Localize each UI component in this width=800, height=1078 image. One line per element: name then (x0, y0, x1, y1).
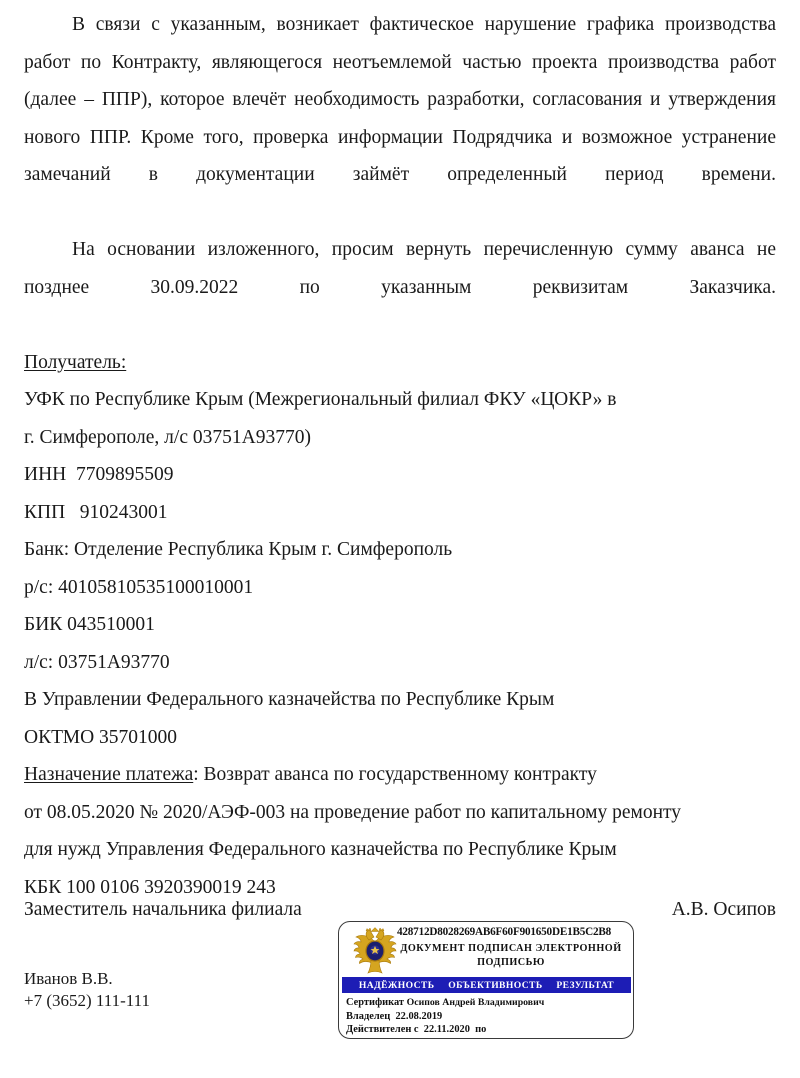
owner-date: 22.08.2019 (395, 1010, 443, 1022)
requisites-line: г. Симферополе, л/с 03751А93770) (24, 426, 311, 448)
requisites-line-personal-account: л/с: 03751А93770 (24, 651, 170, 673)
motto-word-reliability: НАДЁЖНОСТЬ (358, 979, 435, 991)
validity-from-date: 22.11.2020 (423, 1024, 470, 1036)
russian-coat-of-arms-icon (349, 926, 401, 978)
validity-to-label: по (475, 1024, 487, 1036)
requisites-heading (24, 344, 776, 382)
requisites-line-bik: БИК 043510001 (24, 614, 155, 635)
stamp-subtitle-line2: ПОДПИСЬЮ (477, 957, 545, 968)
requisites-line-bank: Банк: Отделение Республика Крым г. Симферополь (24, 539, 453, 560)
payment-purpose-text: : Возврат аванса по государственному контракту (193, 764, 597, 785)
certificate-holder-name: Осипов Андрей Владимирович (406, 997, 545, 1008)
motto-word-result: РЕЗУЛЬТАТ (556, 979, 615, 991)
requisites-line-account: р/с: 40105810535100010001 (24, 576, 254, 598)
owner-line (346, 1010, 629, 1024)
stamp-header (339, 922, 633, 980)
executor-name: Иванов В.В. (24, 969, 113, 988)
paragraph-2: На основании изложенного, просим вернуть перечисленную сумму аванса не позднее 30.09.2022 по указанным реквизитам Заказчика. (24, 239, 776, 298)
payment-purpose-line: от 08.05.2020 № 2020/АЭФ-003 на проведение работ по капитальному ремонту (24, 801, 682, 823)
requisites-block (24, 344, 776, 907)
requisites-line-kpp: КПП 910243001 (24, 501, 168, 523)
validity-line (346, 1023, 629, 1037)
payment-purpose-line: для нужд Управления Федерального казначейства по Республике Крым (24, 839, 617, 860)
motto-word-objectivity: ОБЪЕКТИВНОСТЬ (448, 979, 543, 991)
payment-purpose-line-kbk: КБК 100 0106 3920390019 243 (24, 876, 276, 898)
validity-label: Действителен с (346, 1024, 419, 1036)
document-body (24, 6, 776, 906)
electronic-signature-stamp (338, 921, 634, 1039)
stamp-subtitle-line1: ДОКУМЕНТ ПОДПИСАН ЭЛЕКТРОННОЙ (400, 943, 622, 954)
signature-row (24, 897, 776, 923)
stamp-details (346, 996, 629, 1037)
requisites-line-inn: ИНН 7709895509 (24, 464, 174, 485)
payment-purpose-label: Назначение платежа (24, 764, 194, 785)
owner-label: Владелец (346, 1010, 391, 1022)
requisites-line: УФК по Республике Крым (Межрегиональный филиал ФКУ «ЦОКР» в (24, 389, 617, 410)
stamp-subtitle (395, 942, 627, 970)
requisites-heading-text: Получатель: (24, 351, 127, 373)
signatory-position: Заместитель начальника филиала (24, 899, 302, 920)
payment-purpose-first-line (24, 756, 776, 794)
certificate-holder-line (346, 996, 629, 1010)
executor-phone: +7 (3652) 111-111 (24, 991, 151, 1010)
requisites-line-treasury: В Управлении Федерального казначейства по Республике Крым (24, 689, 555, 710)
stamp-motto-banner (342, 977, 631, 993)
certificate-label: Сертификат (346, 997, 405, 1008)
executor-contact-block (24, 968, 150, 1012)
requisites-line-oktmo: ОКТМО 35701000 (24, 726, 178, 748)
paragraph-1: В связи с указанным, возникает фактическое нарушение графика производства работ по Контракту, являющегося неотъемлемой частью проекта производства работ (далее – ППР), которое влечёт необходимость разработки, согласования и утверждения нового ППР. Кроме того, проверка информации Подрядчика и возможное устранение замечаний в документации займёт определенный период времени. (24, 14, 776, 185)
signatory-name: А.В. Осипов (671, 899, 776, 920)
certificate-serial: 428712D8028269AB6F60F901650DE1B5C2B8 (397, 926, 612, 938)
